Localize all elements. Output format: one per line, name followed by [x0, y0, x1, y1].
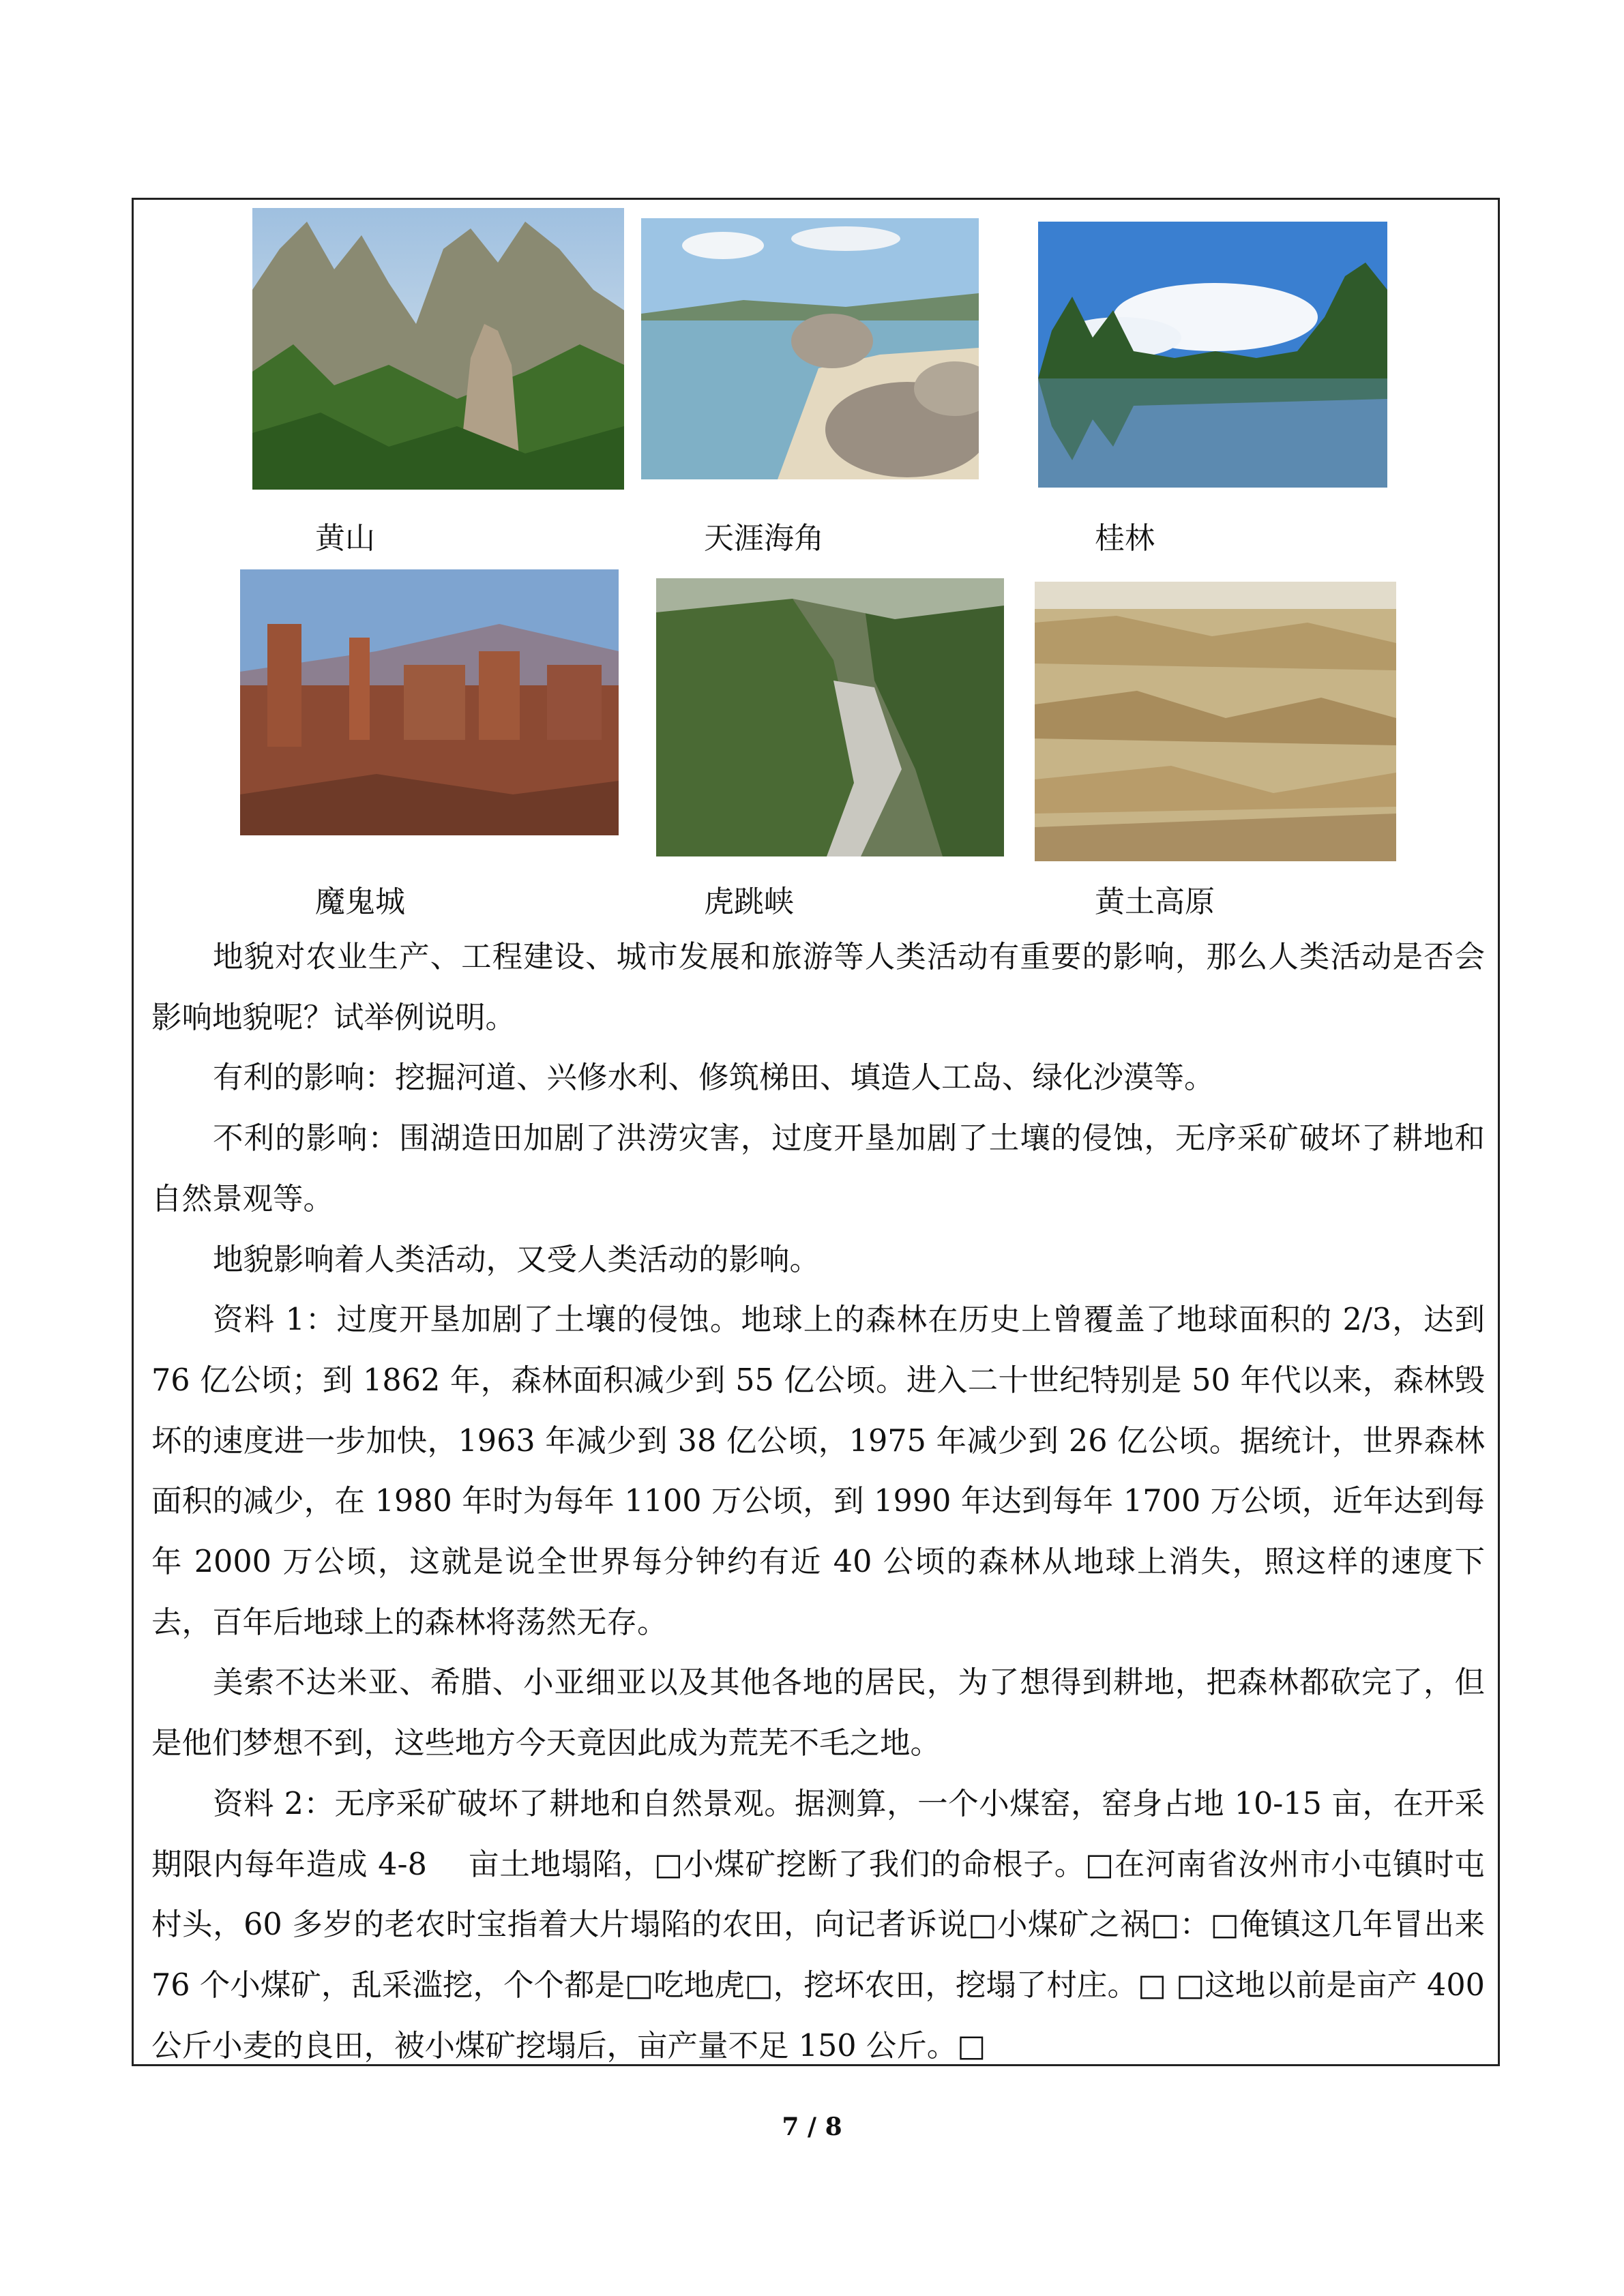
paragraph-4: 地貌影响着人类活动，又受人类活动的影响。 [213, 1242, 821, 1277]
body-text [151, 927, 1485, 2076]
caption-mogui-cheng: 魔鬼城 [315, 884, 405, 919]
caption-hutiao-xia: 虎跳峡 [704, 884, 794, 919]
mogui-cheng-photo [240, 569, 619, 835]
tianya-haijiao-photo [641, 218, 979, 479]
paragraph-2: 有利的影响：挖掘河道、兴修水利、修筑梯田、填造人工岛、绿化沙漠等。 [213, 1060, 1215, 1096]
caption-huangtu-gaoyuan: 黄土高原 [1095, 884, 1215, 919]
paragraph-5: 资料 1：过度开垦加剧了土壤的侵蚀。地球上的森林在历史上曾覆盖了地球面积的 2/3，达到 76 亿公顷；到 1862 年，森林面积减少到 55 亿公顷。进入二十世纪特别是 50 年代以来，森林毁坏的速度进一步加快，1963 年减少到 38 亿公顷，1975 年减少到 26 亿公顷。据统计，世界森林面积的减少，在 1980 年时为每年 1100 万公顷，到 1990 年达到每年 1700 万公顷，近年达到每年 2000 万公顷，这就是说全世界每分钟约有近 40 公顷的森林从地球上消失，照这样的速度下去，百年后地球上的森林将荡然无存。 [151, 1302, 1485, 1640]
caption-guilin: 桂林 [1095, 521, 1155, 556]
hutiao-xia-photo [656, 578, 1004, 856]
paragraph-3: 不利的影响：围湖造田加剧了洪涝灾害，过度开垦加剧了土壤的侵蚀，无序采矿破坏了耕地和自然景观等。 [151, 1121, 1485, 1217]
caption-tianya-haijiao: 天涯海角 [704, 521, 824, 556]
paragraph-1: 地貌对农业生产、工程建设、城市发展和旅游等人类活动有重要的影响，那么人类活动是否会影响地貌呢？试举例说明。 [151, 940, 1485, 1035]
page-number: 7 / 8 [782, 2113, 842, 2141]
huangshan-photo [252, 208, 624, 490]
paragraph-7: 资料 2：无序采矿破坏了耕地和自然景观。据测算，一个小煤窑，窑身占地 10-15 亩，在开采期限内每年造成 4-8 亩土地塌陷，□小煤矿挖断了我们的命根子。□在河南省汝州市小屯镇时屯村头，60 多岁的老农时宝指着大片塌陷的农田，向记者诉说□小煤矿之祸□：□俺镇这几年冒出来 76 个小煤矿，乱采滥挖，个个都是□吃地虎□，挖坏农田，挖塌了村庄。□ □这地以前是亩产 400 公斤小麦的良田，被小煤矿挖塌后，亩产量不足 150 公斤。□ [151, 1786, 1485, 2063]
huangtu-gaoyuan-photo [1035, 582, 1396, 861]
paragraph-6: 美索不达米亚、希腊、小亚细亚以及其他各地的居民，为了想得到耕地，把森林都砍完了，但是他们梦想不到，这些地方今天竟因此成为荒芜不毛之地。 [151, 1665, 1485, 1761]
caption-huangshan: 黄山 [315, 521, 375, 556]
guilin-photo [1038, 222, 1387, 488]
